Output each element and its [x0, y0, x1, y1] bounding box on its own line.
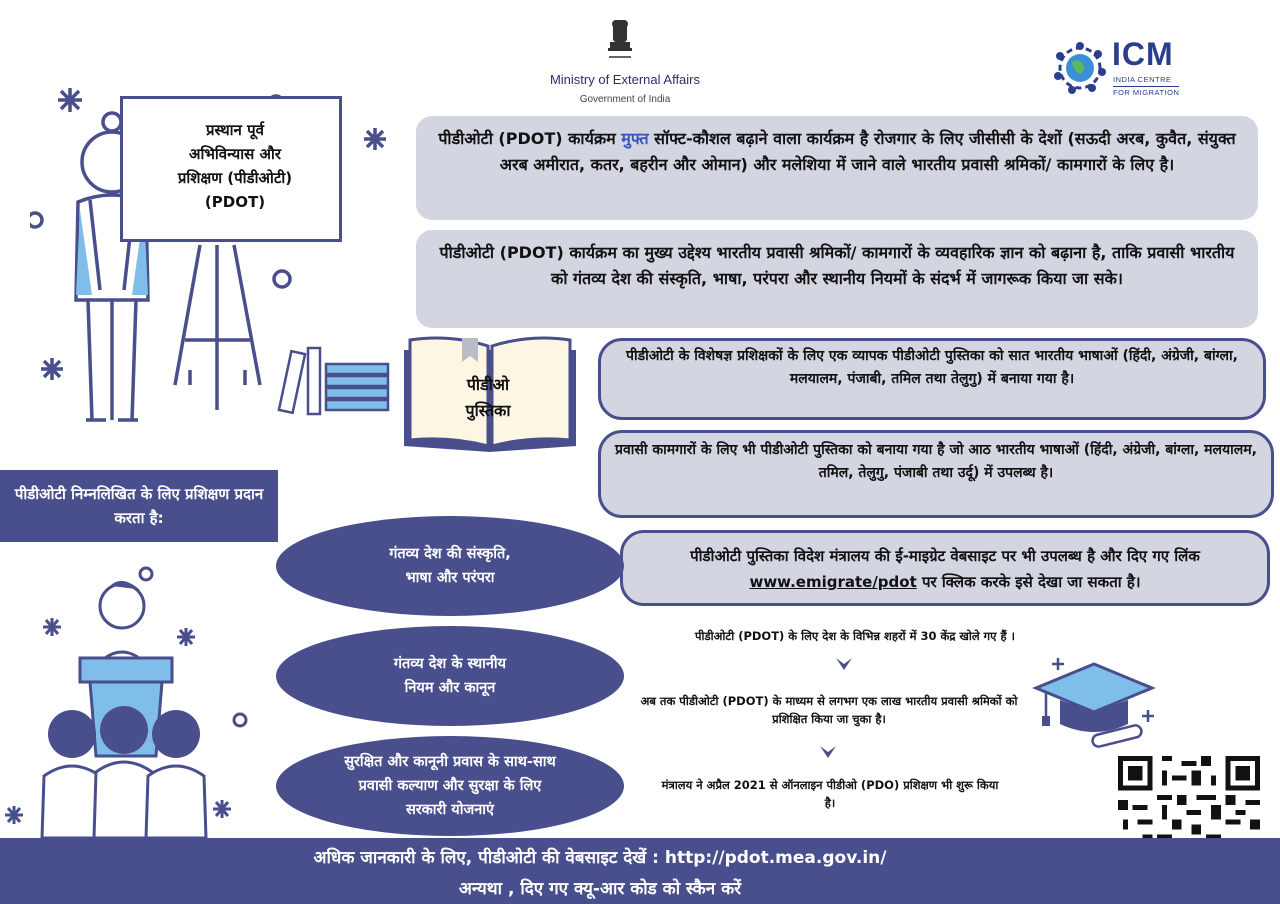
pdot-title-line-2: अभिविन्यास और	[189, 145, 281, 163]
training-item-welfare	[276, 736, 624, 836]
icm-subtitle-2: FOR MIGRATION	[1113, 88, 1180, 97]
national-emblem-icon	[605, 16, 635, 68]
icm-name: ICM	[1112, 36, 1174, 72]
footer-website-text[interactable]: अधिक जानकारी के लिए, पीडीओटी की वेबसाइट देखें : http://pdot.mea.gov.in/	[313, 848, 887, 868]
pdot-title	[150, 118, 320, 214]
training-item-line: सरकारी योजनाएं	[405, 802, 495, 818]
chevron-down-icon	[818, 744, 838, 760]
info1-text-a: पीडीओटी (PDOT) कार्यक्रम	[438, 129, 622, 148]
audience-illustration-icon	[0, 556, 276, 838]
training-heading: पीडीओटी निम्नलिखित के लिए प्रशिक्षण प्रदान करता है:	[0, 470, 278, 542]
graduation-cap-icon	[1030, 654, 1166, 754]
note-centres: पीडीओटी (PDOT) के लिए देश के विभिन्न शहरों में 30 केंद्र खोले गए हैं ।	[695, 629, 1015, 643]
training-item-line: भाषा और परंपरा	[405, 570, 495, 586]
training-item-line: सुरक्षित और कानूनी प्रवास के साथ-साथ	[344, 754, 556, 770]
pill3-text-a: पीडीओटी पुस्तिका विदेश मंत्रालय की ई-माइग्रेट वेबसाइट पर भी उपलब्ध है और दिए गए लिंक	[690, 547, 1200, 565]
pdot-title-line-4: (PDOT)	[204, 193, 266, 211]
ministry-subtitle: Government of India	[579, 94, 671, 105]
info-pill-worker-handbook: प्रवासी कामगारों के लिए भी पीडीओटी पुस्तिका को बनाया गया है जो आठ भारतीय भाषाओं (हिंदी, अंग्रेजी, बांग्ला, मलयालम, तमिल, तेलुगु, पंजाबी तथा उर्दू) में उपलब्ध है।	[598, 430, 1274, 518]
icm-globe-logo-icon	[1050, 38, 1110, 98]
info-box-objective: पीडीओटी (PDOT) कार्यक्रम का मुख्य उद्देश्य भारतीय प्रवासी श्रमिकों/ कामगारों के व्यवहारिक ज्ञान को बढ़ाना है, ताकि प्रवासी भारतीय को गंतव्य देश की संस्कृति, भाषा, परंपरा और स्थानीय नियमों के संदर्भ में जागरूक किया जा सके।	[416, 230, 1258, 328]
note-online-pdo: मंत्रालय ने अप्रैल 2021 से ऑनलाइन पीडीओ (PDO) प्रशिक्षण भी शुरू किया है।	[661, 778, 999, 810]
book-label-line-1: पीडीओ	[466, 375, 510, 394]
book-label-line-2: पुस्तिका	[465, 401, 511, 420]
pdot-title-line-3: प्रशिक्षण (पीडीओटी)	[177, 169, 293, 187]
ministry-name: Ministry of External Affairs	[549, 72, 701, 87]
training-item-line: प्रवासी कल्याण और सुरक्षा के लिए	[358, 778, 542, 794]
info-pill-emigrate-link	[620, 530, 1270, 606]
pill3-text-b: पर क्लिक करके इसे देखा जा सकता है।	[916, 573, 1141, 591]
training-item-laws	[276, 626, 624, 726]
training-item-line: नियम और कानून	[404, 680, 496, 696]
training-item-line: गंतव्य देश की संस्कृति,	[389, 546, 511, 562]
book-label	[438, 372, 538, 424]
training-item-line: गंतव्य देश के स्थानीय	[393, 656, 507, 672]
pdot-title-line-1: प्रस्थान पूर्व	[206, 121, 264, 139]
free-highlight: मुफ्त	[621, 129, 649, 148]
info1-text-b: सॉफ्ट-कौशल बढ़ाने वाला कार्यक्रम है रोजगार के लिए जीसीसी के देशों (सऊदी अरब, कुवैत, संयुक्त अरब अमीरात, कतर, बहरीन और ओमान) और मलेशिया में जाने वाले भारतीय प्रवासी श्रमिकों/ कामगारों के लिए है।	[499, 129, 1236, 174]
training-item-culture	[276, 516, 624, 616]
emigrate-link[interactable]: www.emigrate/pdot	[749, 573, 917, 591]
icm-subtitle-1: INDIA CENTRE	[1113, 75, 1172, 84]
footer-qr-text: अन्यथा , दिए गए क्यू-आर कोड को स्कैन करें	[458, 879, 742, 899]
info-box-free-program	[416, 116, 1258, 220]
chevron-down-icon	[834, 656, 854, 672]
note-trained-count: अब तक पीडीओटी (PDOT) के माध्यम से लगभग एक लाख भारतीय प्रवासी श्रमिकों को प्रशिक्षित किया जा चुका है।	[640, 694, 1018, 726]
info-pill-trainer-handbook: पीडीओटी के विशेषज्ञ प्रशिक्षकों के लिए एक व्यापक पीडीओटी पुस्तिका को सात भारतीय भाषाओं (हिंदी, अंग्रेजी, बांग्ला, मलयालम, पंजाबी, तमिल तथा तेलुगु) में बनाया गया है।	[598, 338, 1266, 420]
